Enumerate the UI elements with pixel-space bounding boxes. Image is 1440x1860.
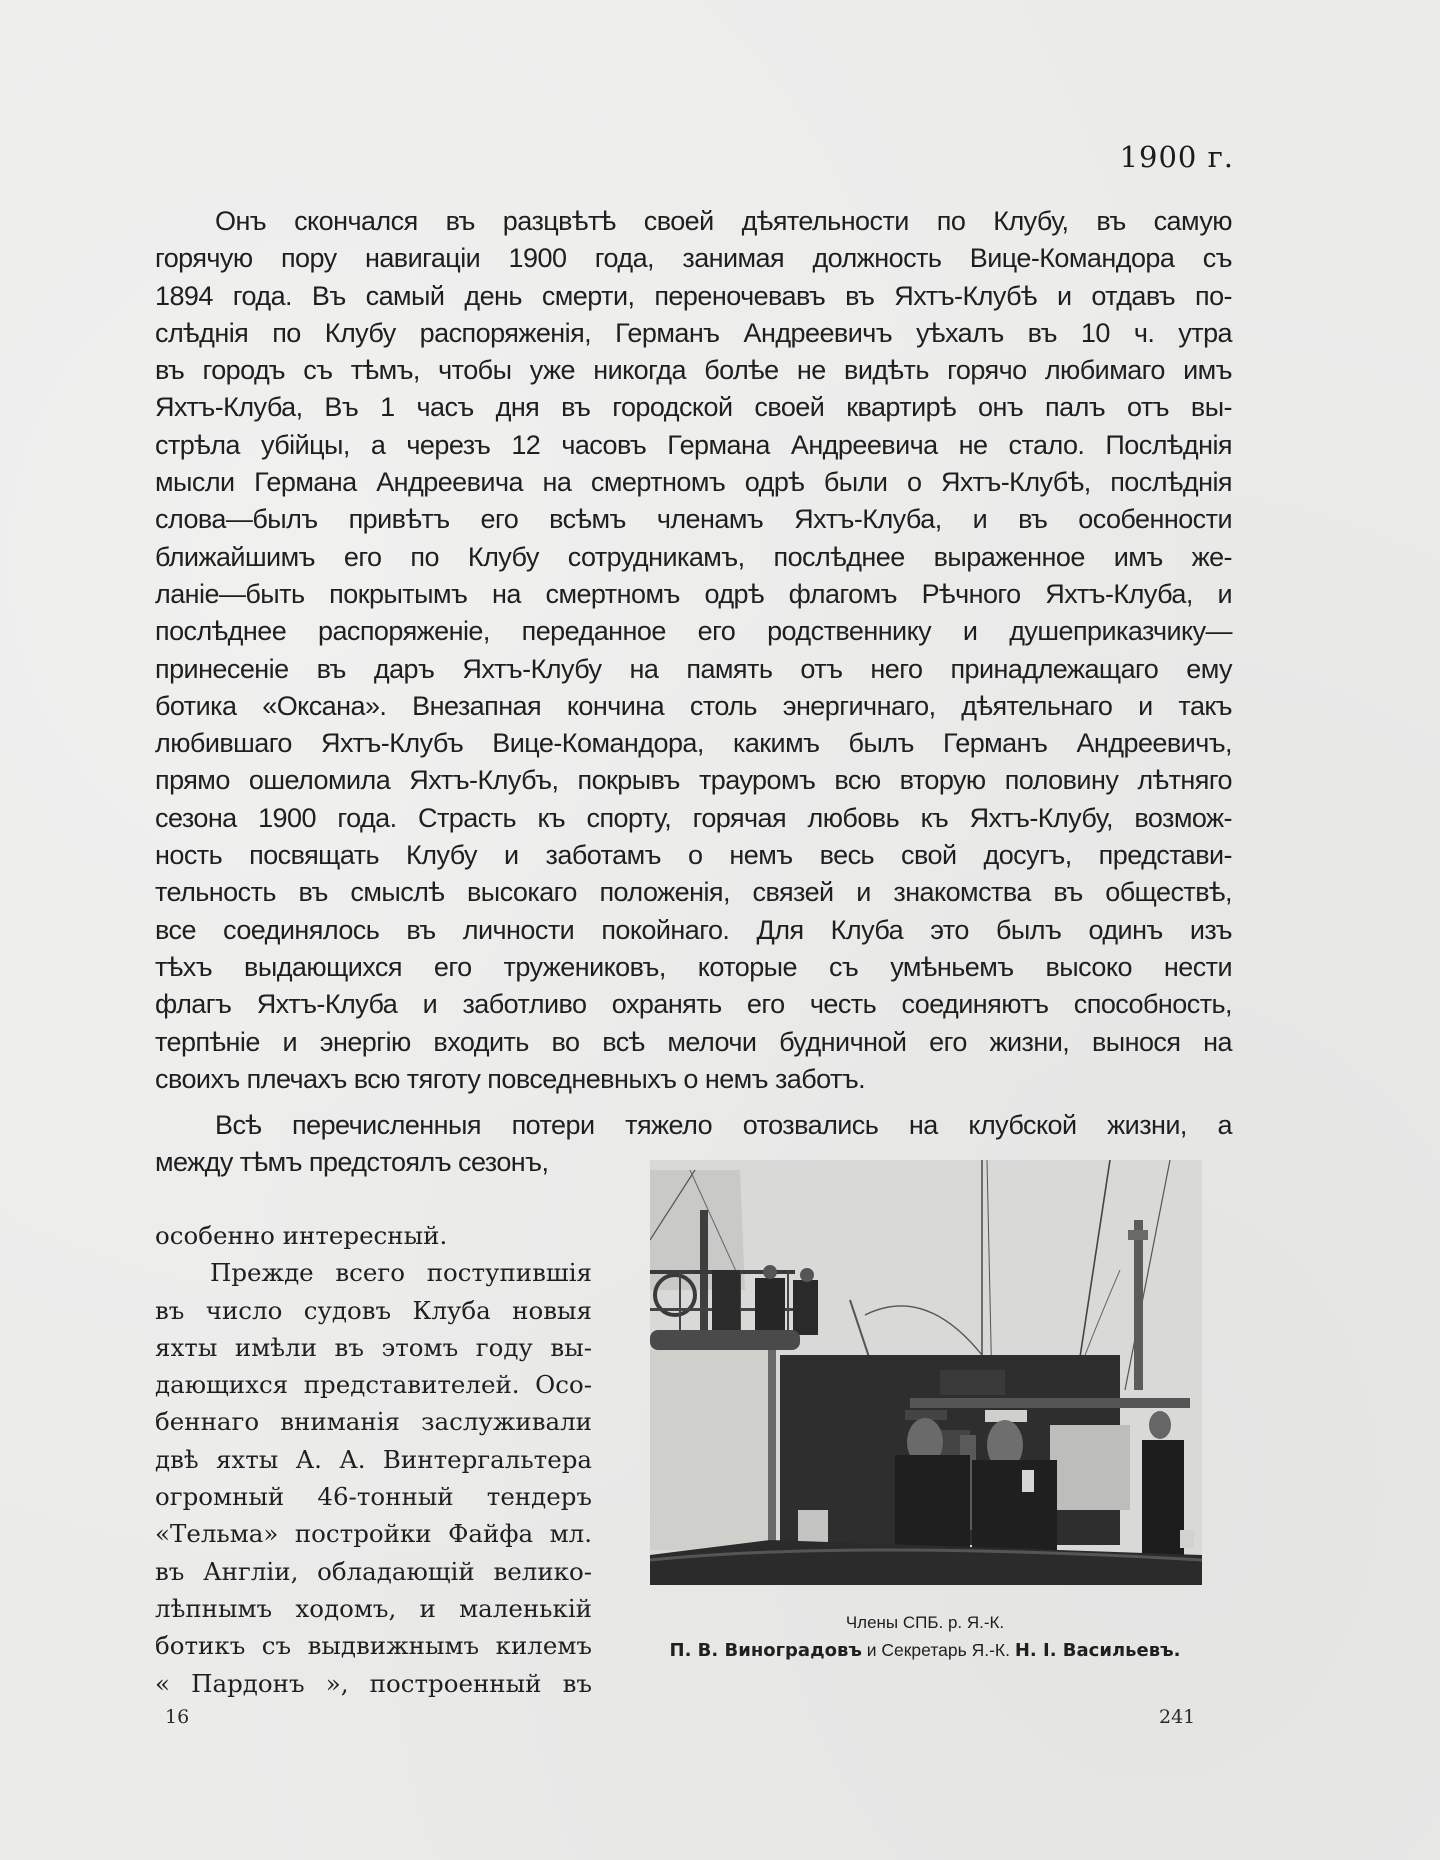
text-line: слѣднія по Клубу распоряженія, Германъ Андреевичъ уѣхалъ въ 10 ч. утра <box>155 317 1232 348</box>
text-line: слова—былъ привѣтъ его всѣмъ членамъ Яхтъ-Клуба, и въ особенности <box>155 504 1232 535</box>
text-line: Онъ скончался въ разцвѣтѣ своей дѣятельности по Клубу, въ самую <box>215 206 1232 236</box>
caption-name-vinogradov: П. В. Виноградовъ <box>669 1640 862 1661</box>
text-line: « Пардонъ », построенный въ <box>155 1668 592 1698</box>
text-line: ближайшимъ его по Клубу сотрудникамъ, послѣднее выраженное имъ же- <box>155 541 1232 572</box>
running-head-year: 1900 г. <box>1119 140 1234 174</box>
text-line: Всѣ перечисленныя потери тяжело отозвались на клубской жизни, а <box>215 1110 1232 1140</box>
text-line: 1894 года. Въ самый день смерти, переночевавъ въ Яхтъ-Клубѣ и отдавъ по- <box>155 280 1232 311</box>
text-line: послѣднее распоряженіе, переданное его родственнику и душеприказчику— <box>155 616 1232 647</box>
text-line: въ городъ съ тѣмъ, чтобы уже никогда болѣе не видѣть горячо любимаго имъ <box>155 355 1232 386</box>
text-line: беннаго вниманія заслуживали <box>155 1407 592 1437</box>
text-line: флагъ Яхтъ-Клуба и заботливо охранять его честь соединяютъ способность, <box>155 989 1232 1020</box>
text-line: тельность въ смыслѣ высокаго положенія, связей и знакомства въ обществѣ, <box>155 877 1232 908</box>
text-line: тѣхъ выдающихся его тружениковъ, которые съ умѣньемъ высоко нести <box>155 951 1232 982</box>
figure-caption-line2 <box>610 1640 1240 1661</box>
text-line: «Тельма» постройки Файфа мл. <box>155 1519 592 1549</box>
text-line: яхты имѣли въ этомъ году вы- <box>155 1332 592 1362</box>
text-line: прямо ошеломила Яхтъ-Клубъ, покрывъ трауромъ всю вторую половину лѣтняго <box>155 765 1232 796</box>
paragraph-new-yachts <box>155 1217 592 1702</box>
text-line: любившаго Яхтъ-Клубъ Вице-Командора, какимъ былъ Германъ Андреевичъ, <box>155 728 1232 759</box>
text-line: лѣпнымъ ходомъ, и маленькій <box>155 1593 592 1623</box>
text-line: въ Англіи, обладающій велико- <box>155 1556 592 1586</box>
text-line: особенно интересный. <box>155 1221 448 1250</box>
yacht-deck-photograph <box>650 1160 1202 1585</box>
text-line: мысли Германа Андреевича на смертномъ одрѣ были о Яхтъ-Клубѣ, послѣднія <box>155 467 1232 498</box>
signature-mark: 16 <box>165 1706 190 1728</box>
text-line: Яхтъ-Клуба, Въ 1 часъ дня въ городской своей квартирѣ онъ палъ отъ вы- <box>155 392 1232 423</box>
caption-connector: и Секретарь Я.-К. <box>861 1640 1015 1660</box>
figure-caption-line1: Члены СПБ. р. Я.-К. <box>845 1613 1005 1632</box>
text-line: горячую пору навигаціи 1900 года, занимая должность Вице-Командора съ <box>155 243 1232 274</box>
page-number: 241 <box>1159 1706 1196 1728</box>
text-line: двѣ яхты А. А. Винтергальтера <box>155 1444 592 1474</box>
paragraph-obituary <box>155 203 1232 1098</box>
text-line: терпѣніе и энергію входить во всѣ мелочи будничной его жизни, вынося на <box>155 1026 1232 1057</box>
text-line: Прежде всего поступившія <box>210 1258 592 1288</box>
text-line: сезона 1900 года. Страсть къ спорту, горячая любовь къ Яхтъ-Клубу, возмож- <box>155 802 1232 833</box>
text-line: стрѣла убійцы, а черезъ 12 часовъ Германа Андреевича не стало. Послѣднія <box>155 429 1232 460</box>
text-line: дающихся представителей. Осо- <box>155 1370 592 1400</box>
text-line: ботика «Оксана». Внезапная кончина столь энергичнаго, дѣятельнаго и такъ <box>155 690 1232 721</box>
text-line: между тѣмъ предстоялъ сезонъ, <box>155 1147 549 1178</box>
text-line: ботикъ съ выдвижнымъ килемъ <box>155 1631 592 1661</box>
text-line: все соединялось въ личности покойнаго. Для Клуба это былъ одинъ изъ <box>155 914 1232 945</box>
text-line: ность посвящать Клубу и заботамъ о немъ весь свой досугъ, представи- <box>155 840 1232 871</box>
caption-name-vasiliev: Н. I. Васильевъ. <box>1014 1640 1181 1661</box>
text-line: принесеніе въ даръ Яхтъ-Клубу на память отъ него принадлежащаго ему <box>155 653 1232 684</box>
text-line: своихъ плечахъ всю тяготу повседневныхъ о немъ заботъ. <box>155 1063 866 1094</box>
text-line: въ число судовъ Клуба новыя <box>155 1295 592 1325</box>
text-line: огромный 46-тонный тендеръ <box>155 1482 592 1512</box>
text-line: ланіе—быть покрытымъ на смертномъ одрѣ флагомъ Рѣчного Яхтъ-Клуба, и <box>155 578 1232 609</box>
